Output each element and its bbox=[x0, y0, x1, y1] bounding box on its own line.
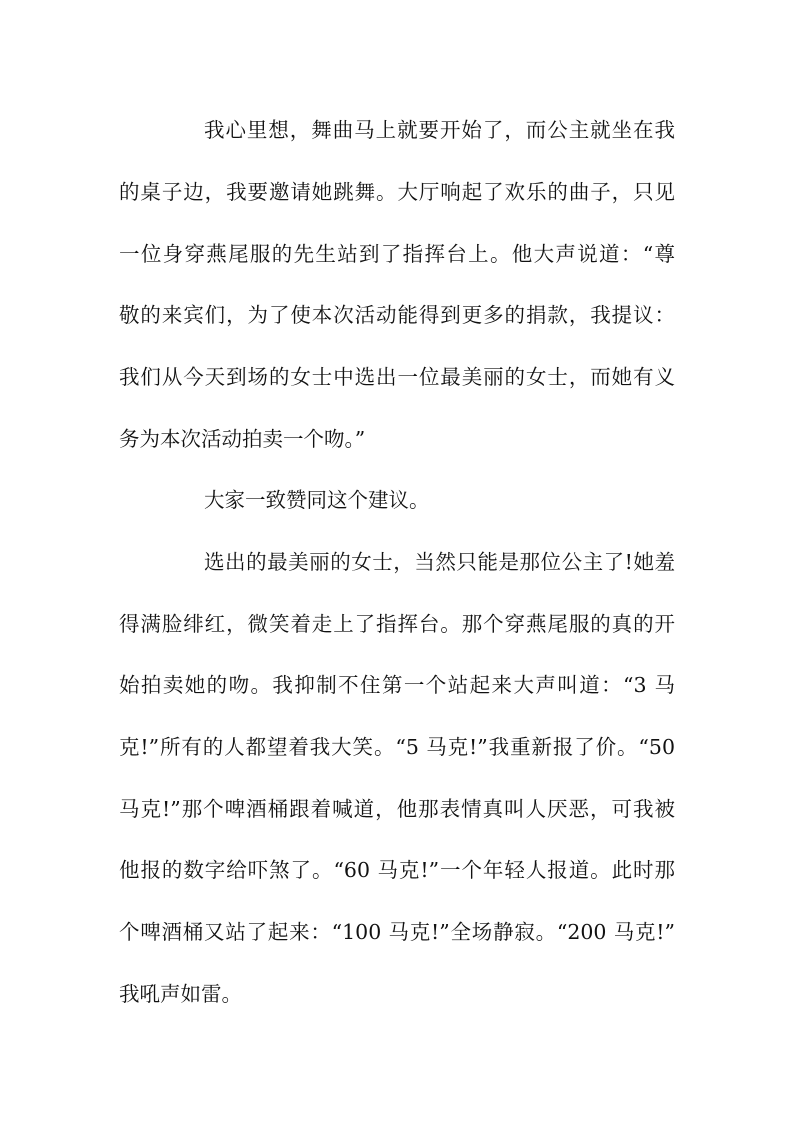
paragraph-3-line-8: 我吼声如雷。 bbox=[119, 982, 242, 1006]
paragraph-1-line-6: 务为本次活动拍卖一个吻。” bbox=[119, 427, 366, 451]
paragraph-1-line-3: 一位身穿燕尾服的先生站到了指挥台上。他大声说道：“尊 bbox=[119, 242, 675, 266]
paragraph-3-line-2: 得满脸绯红，微笑着走上了指挥台。那个穿燕尾服的真的开 bbox=[119, 612, 675, 636]
paragraph-1-line-2: 的桌子边，我要邀请她跳舞。大厅响起了欢乐的曲子，只见 bbox=[119, 180, 675, 204]
paragraph-1-line-5: 我们从今天到场的女士中选出一位最美丽的女士，而她有义 bbox=[119, 365, 675, 389]
paragraph-3-line-5: 马克!”那个啤酒桶跟着喊道，他那表情真叫人厌恶，可我被 bbox=[119, 797, 675, 821]
paragraph-3-line-1: 选出的最美丽的女士，当然只能是那位公主了!她羞 bbox=[204, 550, 675, 574]
paragraph-1-line-1: 我心里想，舞曲马上就要开始了，而公主就坐在我 bbox=[204, 118, 675, 142]
paragraph-1-line-4: 敬的来宾们，为了使本次活动能得到更多的捐款，我提议： bbox=[119, 303, 675, 327]
paragraph-3-line-7: 个啤酒桶又站了起来：“100 马克!”全场静寂。“200 马克!” bbox=[119, 920, 675, 944]
paragraph-2-line-1: 大家一致赞同这个建议。 bbox=[204, 488, 430, 512]
paragraph-3-line-6: 他报的数字给吓煞了。“60 马克!”一个年轻人报道。此时那 bbox=[119, 858, 675, 882]
paragraph-3-line-4: 克!”所有的人都望着我大笑。“5 马克!”我重新报了价。“50 bbox=[119, 735, 675, 759]
paragraph-3-line-3: 始拍卖她的吻。我抑制不住第一个站起来大声叫道：“3 马 bbox=[119, 673, 675, 697]
